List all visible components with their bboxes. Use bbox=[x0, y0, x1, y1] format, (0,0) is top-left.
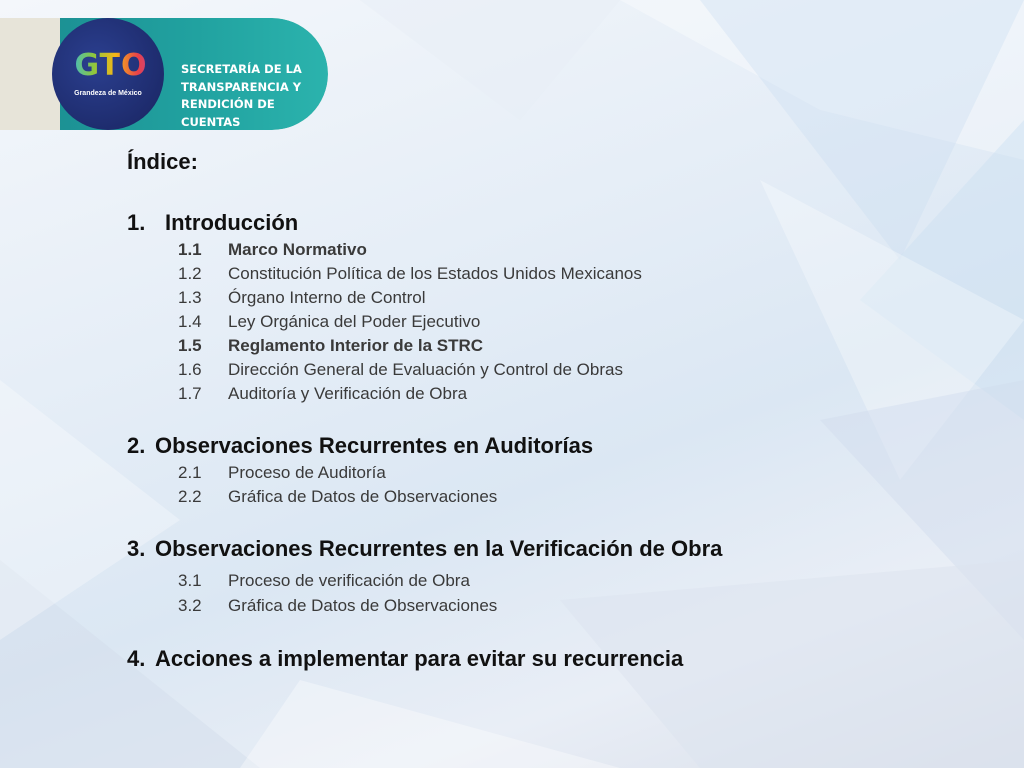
org-line-1: SECRETARÍA DE LA bbox=[181, 62, 302, 76]
section-heading-4 bbox=[127, 646, 683, 672]
subsection-number: 1.6 bbox=[178, 360, 202, 379]
section-heading-1 bbox=[127, 210, 298, 236]
subsection-item bbox=[178, 487, 497, 507]
subsection-label: Proceso de verificación de Obra bbox=[228, 571, 470, 590]
section-label: Observaciones Recurrentes en la Verificación de Obra bbox=[155, 536, 723, 561]
subsection-item bbox=[178, 596, 497, 616]
org-line-4: CUENTAS bbox=[181, 114, 241, 129]
subsection-number: 1.3 bbox=[178, 288, 202, 307]
subsection-item bbox=[178, 288, 426, 308]
subsection-label: Proceso de Auditoría bbox=[228, 463, 386, 482]
section-label: Acciones a implementar para evitar su recurrencia bbox=[155, 646, 684, 671]
subsection-item bbox=[178, 360, 623, 380]
section-number: 3. bbox=[127, 536, 146, 561]
subsection-label: Gráfica de Datos de Observaciones bbox=[228, 487, 498, 506]
org-line-2: TRANSPARENCIA Y bbox=[181, 79, 302, 94]
subsection-label: Constitución Política de los Estados Unidos Mexicanos bbox=[228, 264, 642, 283]
section-number: 1. bbox=[127, 210, 146, 235]
subsection-item bbox=[178, 384, 467, 404]
subsection-item bbox=[178, 264, 642, 284]
subsection-item bbox=[178, 336, 483, 356]
subsection-number: 3.2 bbox=[178, 596, 202, 615]
section-number: 4. bbox=[127, 646, 146, 671]
subsection-label: Gráfica de Datos de Observaciones bbox=[228, 596, 498, 615]
subsection-number: 1.4 bbox=[178, 312, 202, 331]
subsection-label: Auditoría y Verificación de Obra bbox=[228, 384, 468, 403]
section-heading-3 bbox=[127, 536, 722, 562]
subsection-number: 3.1 bbox=[178, 571, 202, 590]
subsection-item bbox=[178, 463, 386, 483]
subsection-number: 1.5 bbox=[178, 336, 202, 355]
section-number: 2. bbox=[127, 433, 146, 458]
subsection-label: Órgano Interno de Control bbox=[228, 288, 426, 307]
subsection-item bbox=[178, 240, 367, 260]
section-label: Introducción bbox=[165, 210, 299, 235]
index-title: Índice: bbox=[127, 149, 198, 174]
section-heading-2 bbox=[127, 433, 593, 459]
subsection-number: 2.2 bbox=[178, 487, 202, 506]
subsection-label: Reglamento Interior de la STRC bbox=[228, 336, 484, 355]
subsection-label: Ley Orgánica del Poder Ejecutivo bbox=[228, 312, 481, 331]
subsection-item bbox=[178, 312, 480, 332]
subsection-number: 1.7 bbox=[178, 384, 202, 403]
subsection-number: 1.1 bbox=[178, 240, 202, 259]
subsection-label: Dirección General de Evaluación y Control de Obras bbox=[228, 360, 623, 379]
subsection-number: 1.2 bbox=[178, 264, 202, 283]
gto-logo-tagline: Grandeza de México bbox=[74, 90, 142, 97]
org-line-3: RENDICIÓN DE bbox=[181, 97, 275, 111]
subsection-number: 2.1 bbox=[178, 463, 202, 482]
subsection-label: Marco Normativo bbox=[228, 240, 367, 259]
subsection-item bbox=[178, 571, 470, 591]
section-label: Observaciones Recurrentes en Auditorías bbox=[155, 433, 594, 458]
gto-logo-text: GTO bbox=[66, 48, 156, 83]
